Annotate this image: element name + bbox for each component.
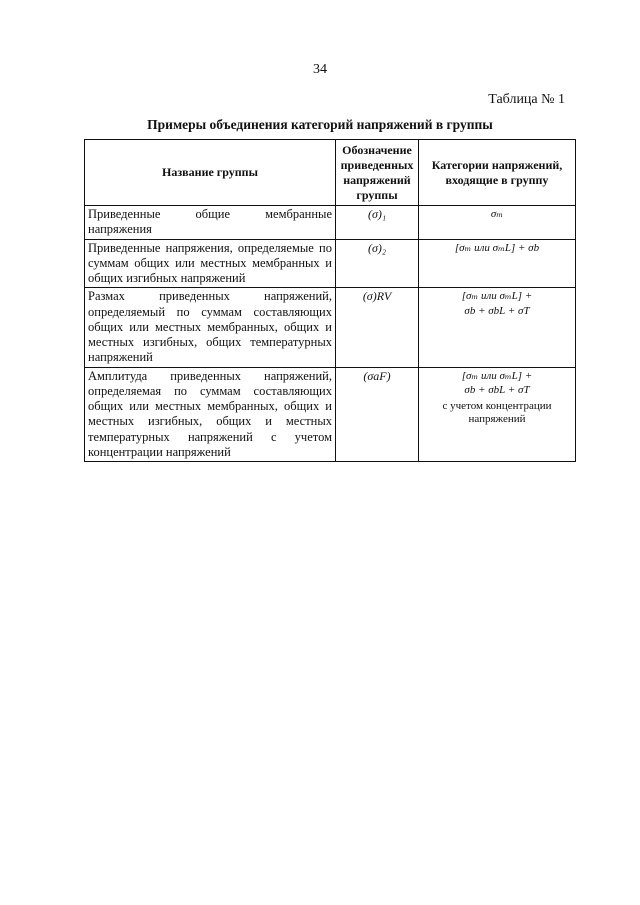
row-symbol: (σ)₂ bbox=[336, 239, 419, 288]
categories-note: с учетом концентрации напряжений bbox=[442, 400, 552, 426]
header-group-name: Название группы bbox=[85, 140, 336, 206]
categories-line-1: [σₘ или σₘL] + bbox=[461, 290, 533, 303]
categories-line-2: σb + σbL + σT bbox=[464, 305, 530, 318]
table-title: Примеры объединения категорий напряжений в группы bbox=[147, 117, 493, 132]
table-row bbox=[85, 239, 576, 288]
header-designation: Обозначение приведенных напряжений группы bbox=[336, 140, 419, 206]
table-row bbox=[85, 288, 576, 367]
table-row bbox=[85, 367, 576, 462]
row-name: Размах приведенных напряжений, определяемый по суммам составляющих общих или местных мембранных, общих и местных изгибных, общих температурных напряжений bbox=[85, 288, 336, 367]
row-categories: σₘ bbox=[419, 206, 576, 240]
row-name: Приведенные общие мембранные напряжения bbox=[85, 206, 336, 240]
row-categories bbox=[419, 288, 576, 367]
row-categories: [σₘ или σₘL] + σb bbox=[419, 239, 576, 288]
categories-line-1: [σₘ или σₘL] + bbox=[461, 369, 533, 382]
row-name: Приведенные напряжения, определяемые по суммам общих или местных мембранных и общих изгибных напряжений bbox=[85, 239, 336, 288]
page-number: 34 bbox=[313, 62, 327, 77]
categories-line-2: σb + σbL + σT bbox=[464, 384, 530, 397]
table-row bbox=[85, 206, 576, 240]
table-header-row bbox=[85, 140, 576, 206]
header-categories: Категории напряжений, входящие в группу bbox=[419, 140, 576, 206]
row-symbol: (σ)RV bbox=[336, 288, 419, 367]
row-name: Амплитуда приведенных напряжений, определяемая по суммам составляющих общих или местных мембранных, общих и местных изгибных, общих и местных температурных напряжений с учетом концентрации напряжений bbox=[85, 367, 336, 462]
row-symbol: (σaF) bbox=[336, 367, 419, 462]
table-label: Таблица № 1 bbox=[488, 92, 565, 107]
row-symbol: (σ)₁ bbox=[336, 206, 419, 240]
stress-categories-table bbox=[84, 139, 576, 462]
row-categories bbox=[419, 367, 576, 462]
